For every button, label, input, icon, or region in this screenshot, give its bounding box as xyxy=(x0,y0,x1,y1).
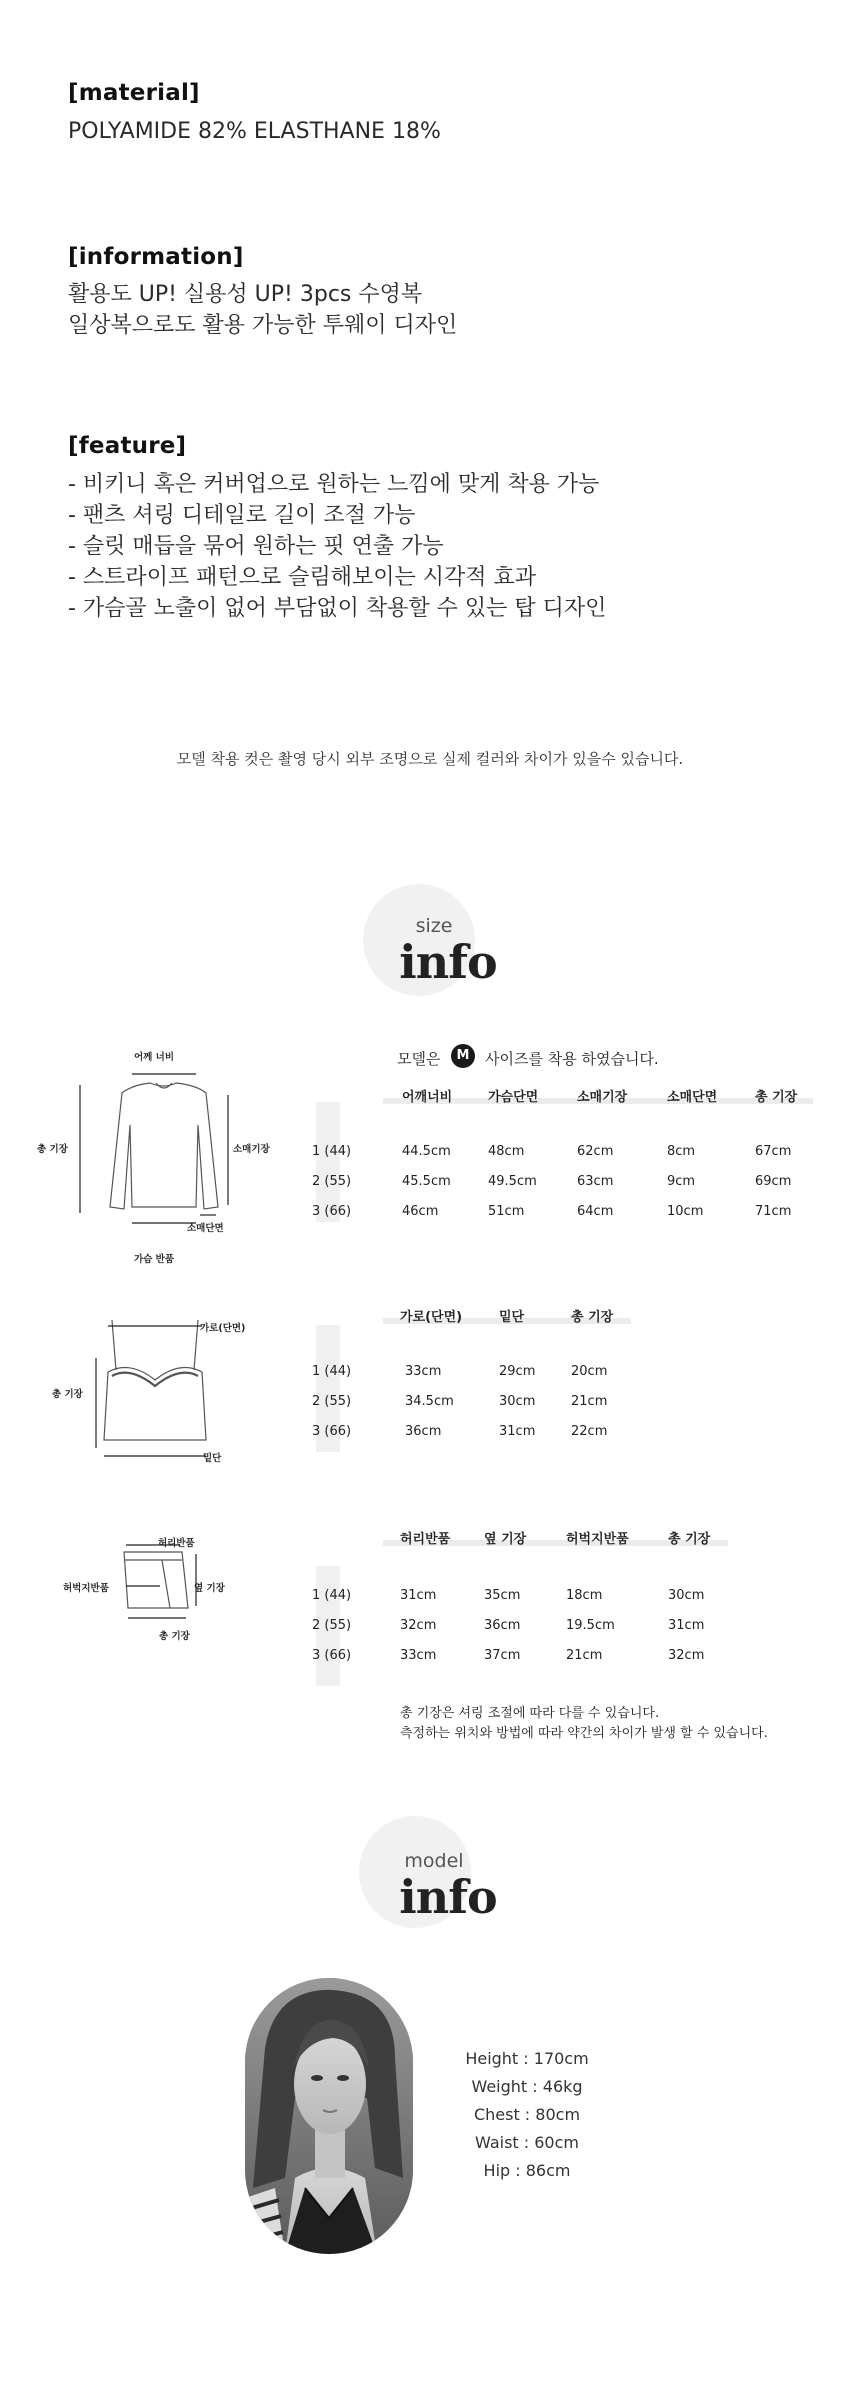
table-cell: 36cm xyxy=(405,1424,442,1439)
material-title: [material] xyxy=(68,80,200,106)
photo-color-notice: 모델 착용 컷은 촬영 당시 외부 조명으로 실제 컬러와 차이가 있을수 있습니다. xyxy=(176,750,684,768)
table-cell: 71cm xyxy=(755,1204,792,1219)
size-label: 2 (55) xyxy=(312,1174,352,1189)
badge-big-text: info xyxy=(399,1870,497,1924)
size-label: 3 (66) xyxy=(312,1648,352,1663)
table-cell: 45.5cm xyxy=(402,1174,451,1189)
table-cell: 33cm xyxy=(400,1648,437,1663)
model-chest: Chest : 80cm xyxy=(473,2105,581,2124)
table-cell: 22cm xyxy=(571,1424,608,1439)
top-garment-diagram xyxy=(60,1065,300,1275)
material-line: POLYAMIDE 82% ELASTHANE 18% xyxy=(68,119,441,144)
table-cell: 31cm xyxy=(499,1424,536,1439)
table-cell: 18cm xyxy=(566,1588,603,1603)
table-cell: 64cm xyxy=(577,1204,614,1219)
model-height: Height : 170cm xyxy=(465,2049,589,2068)
table-cell: 49.5cm xyxy=(488,1174,537,1189)
table-cell: 32cm xyxy=(400,1618,437,1633)
table-cell: 10cm xyxy=(667,1204,704,1219)
col-header: 어깨너비 xyxy=(402,1090,453,1105)
table-cell: 21cm xyxy=(571,1394,608,1409)
size-label: 2 (55) xyxy=(312,1618,352,1633)
information-title: [information] xyxy=(68,244,244,270)
size-label: 3 (66) xyxy=(312,1204,352,1219)
model-size-circle: M xyxy=(451,1044,475,1068)
feature-line-4: - 스트라이프 패턴으로 슬림해보이는 시각적 효과 xyxy=(68,565,536,590)
diag-bra-band: 밑단 xyxy=(203,1453,222,1464)
model-weight: Weight : 46kg xyxy=(471,2077,583,2096)
model-portrait-illustration xyxy=(245,1978,413,2254)
col-header: 밑단 xyxy=(499,1310,525,1325)
feature-line-5: - 가슴골 노출이 없어 부담없이 착용할 수 있는 탑 디자인 xyxy=(68,596,607,621)
badge-small-text: model xyxy=(404,1850,464,1872)
table-cell: 30cm xyxy=(499,1394,536,1409)
feature-title: [feature] xyxy=(68,433,187,459)
model-photo xyxy=(245,1978,413,2254)
model-size-suffix: 사이즈를 착용 하였습니다. xyxy=(485,1050,659,1068)
size-label: 1 (44) xyxy=(312,1144,352,1159)
table-cell: 67cm xyxy=(755,1144,792,1159)
table-cell: 51cm xyxy=(488,1204,525,1219)
table-cell: 62cm xyxy=(577,1144,614,1159)
diag-top-shoulder: 어께 너비 xyxy=(134,1052,175,1063)
col-header: 총 기장 xyxy=(755,1090,798,1105)
table-cell: 31cm xyxy=(668,1618,705,1633)
feature-line-2: - 팬츠 셔링 디테일로 길이 조절 가능 xyxy=(68,503,416,528)
model-waist: Waist : 60cm xyxy=(475,2133,579,2152)
col-header: 총 기장 xyxy=(668,1532,711,1547)
col-header: 소매기장 xyxy=(577,1090,628,1105)
table-cell: 20cm xyxy=(571,1364,608,1379)
table-cell: 37cm xyxy=(484,1648,521,1663)
diag-bottom-side: 옆 기장 xyxy=(194,1583,225,1594)
table-cell: 32cm xyxy=(668,1648,705,1663)
diag-bra-length: 총 기장 xyxy=(52,1389,83,1400)
diag-bottom-length: 총 기장 xyxy=(159,1631,190,1642)
table-cell: 31cm xyxy=(400,1588,437,1603)
size-label: 1 (44) xyxy=(312,1588,352,1603)
measure-note-1: 총 기장은 셔링 조절에 따라 다를 수 있습니다. xyxy=(400,1706,660,1721)
diag-top-cuff: 소매단면 xyxy=(187,1223,224,1234)
table-cell: 48cm xyxy=(488,1144,525,1159)
col-header: 가슴단면 xyxy=(488,1090,539,1105)
diag-bra-width: 가로(단면) xyxy=(200,1323,246,1334)
col-header: 가로(단면) xyxy=(400,1310,463,1325)
badge-small-text: size xyxy=(415,915,453,937)
table-cell: 19.5cm xyxy=(566,1618,615,1633)
size-label: 2 (55) xyxy=(312,1394,352,1409)
badge-big-text: info xyxy=(399,935,497,989)
table-cell: 46cm xyxy=(402,1204,439,1219)
table-cell: 44.5cm xyxy=(402,1144,451,1159)
diag-bottom-waist: 허리반품 xyxy=(158,1538,195,1549)
table-cell: 63cm xyxy=(577,1174,614,1189)
model-size-prefix: 모델은 xyxy=(397,1050,441,1068)
size-label: 3 (66) xyxy=(312,1424,352,1439)
table-cell: 29cm xyxy=(499,1364,536,1379)
table-cell: 21cm xyxy=(566,1648,603,1663)
col-header: 허리반품 xyxy=(400,1532,451,1547)
information-line-2: 일상복으로도 활용 가능한 투웨이 디자인 xyxy=(68,313,458,338)
col-header: 옆 기장 xyxy=(484,1532,527,1547)
model-hip: Hip : 86cm xyxy=(483,2161,571,2180)
feature-line-3: - 슬릿 매듭을 묶어 원하는 핏 연출 가능 xyxy=(68,534,444,559)
col-header: 허벅지반품 xyxy=(566,1532,629,1547)
diag-bottom-thigh: 허벅지반품 xyxy=(63,1583,109,1594)
diag-top-chest: 가슴 반품 xyxy=(134,1254,175,1265)
measure-note-2: 측정하는 위치와 방법에 따라 약간의 차이가 발생 할 수 있습니다. xyxy=(400,1726,768,1741)
table-cell: 36cm xyxy=(484,1618,521,1633)
table-cell: 35cm xyxy=(484,1588,521,1603)
col-header: 소매단면 xyxy=(667,1090,718,1105)
diag-top-sleeve: 소매기장 xyxy=(233,1144,270,1155)
table-cell: 34.5cm xyxy=(405,1394,454,1409)
feature-line-1: - 비키니 혹은 커버업으로 원하는 느낌에 맞게 착용 가능 xyxy=(68,472,600,497)
table-cell: 33cm xyxy=(405,1364,442,1379)
col-header: 총 기장 xyxy=(571,1310,614,1325)
table-cell: 9cm xyxy=(667,1174,696,1189)
table-cell: 8cm xyxy=(667,1144,696,1159)
table-cell: 69cm xyxy=(755,1174,792,1189)
diag-top-length: 총 기장 xyxy=(37,1144,68,1155)
information-line-1: 활용도 UP! 실용성 UP! 3pcs 수영복 xyxy=(68,282,423,307)
size-label: 1 (44) xyxy=(312,1364,352,1379)
table-cell: 30cm xyxy=(668,1588,705,1603)
